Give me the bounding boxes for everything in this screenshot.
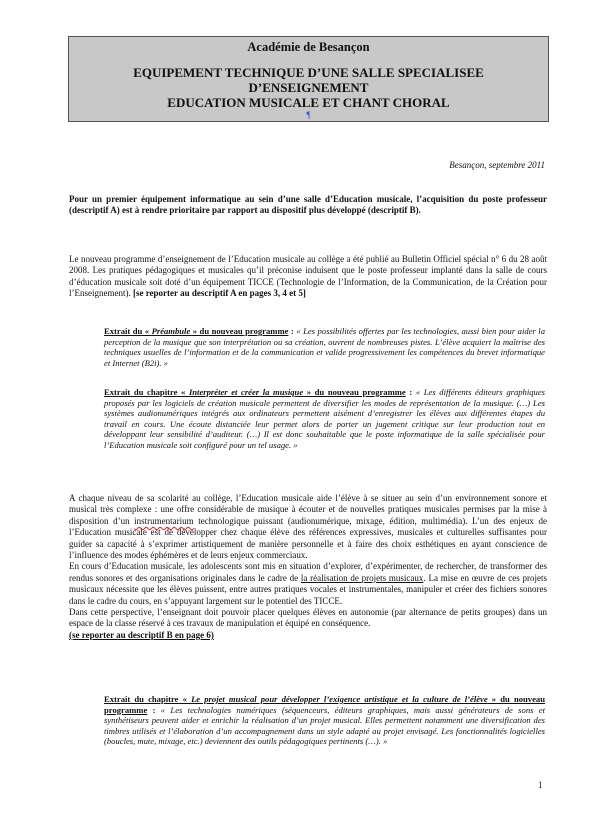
- quote-projet-musical: [104, 694, 545, 747]
- main-paragraph-2: [69, 561, 547, 607]
- main-p1-start: A chaque niveau de sa scolarité au collège, l’Education musicale aide l’élève à se situer au sein d’un environnement sonore et musical très complexe : une offre considérable de musique à écouter et de nouvelles pratiques musicales permises par la mise à disposition d’un: [69, 493, 547, 526]
- quote-text: « Les différents éditeurs graphiques proposés par les logiciels de création musicale permettent de diversifier les modes de représentation de la musique. (…) Les systèmes audionumériques intégrés aux ordinateurs permettent aisément d’enregistrer les élèves aux différentes étapes du travail en cours. Une écoute distanciée leur permet alors de porter un jugement critique sur leur production tout en développant leur sensibilité d’auditeur. (…) Il est donc souhaitable que le poste informatique de la salle spécialisée pour l’Education musicale soit configuré pour un tel usage. »: [104, 387, 545, 450]
- document-date: Besançon, septembre 2011: [449, 160, 545, 170]
- quote-lead-end: » du nouveau programme: [303, 387, 406, 397]
- title-line-3: EDUCATION MUSICALE ET CHANT CHORAL: [167, 95, 450, 110]
- quote-separator: :: [405, 387, 416, 397]
- quote-lead-start: Extrait du «: [104, 326, 152, 336]
- quote-lead-start: Extrait du chapitre «: [104, 694, 192, 704]
- main-section: [69, 493, 547, 641]
- intro-paragraph: Pour un premier équipement informatique au sein d’une salle d’Education musicale, l’acquisition du poste professeur (descriptif A) est à rendre prioritaire par rapport au dispositif plus développé (descriptif B).: [69, 194, 547, 216]
- academie-name: Académie de Besançon: [247, 40, 370, 54]
- quote-preambule: [104, 326, 545, 368]
- quote-text: « Les possibilités offertes par les technologies, aussi bien pour aider la perception de la musique que son interprétation ou sa création, ouvrent de nombreuses pistes. L’élève acquiert la maîtrise des techniques usuelles de l’information et de la communication et valide progressivement les compétences du brevet informatique et Internet (B2i). »: [104, 326, 545, 368]
- quote-lead-end: » du nouveau programme: [104, 694, 545, 715]
- main-p2-start: En cours d’Education musicale, les adolescents sont mis en situation d’explorer, d’expérimenter, de rechercher, de transformer des rendus sonores et des organisations originales dans le cadre de: [69, 561, 547, 583]
- quote-separator: :: [288, 326, 297, 336]
- document-header: [68, 36, 549, 122]
- quote-lead: [104, 387, 406, 397]
- title-line-1: EQUIPEMENT TECHNIQUE D’UNE SALLE SPECIALISEE: [133, 65, 484, 80]
- quote-lead: [104, 326, 288, 336]
- quote-lead-title: Préambule: [151, 326, 191, 336]
- main-paragraph-1: [69, 493, 547, 561]
- pilcrow-mark: ¶: [306, 110, 311, 120]
- quote-lead-title: Interpréter et créer la musique: [188, 387, 304, 397]
- title-line-2: D’ENSEIGNEMENT: [248, 80, 369, 95]
- descriptif-b-reference[interactable]: (se reporter au descriptif B en page 6): [69, 629, 214, 640]
- quote-lead-end: » du nouveau programme: [190, 326, 289, 336]
- programme-reference: [se reporter au descriptif A en pages 3, 4 et 5]: [130, 288, 306, 299]
- programme-text: Le nouveau programme d’enseignement de l’Education musicale au collège a été publié au Bulletin Officiel spécial n° 6 du 28 août 2008. Les pratiques pédagogiques et musicales qu’il préconise induisent que le poste professeur implanté dans la salle de cours d’éducation musicale soit doté d’un équipement TICCE (Technologie de l’Information, de la Communication, de la Création pour l’Enseignement).: [69, 254, 547, 299]
- quote-separator: :: [147, 704, 161, 715]
- quote-interpreter: [104, 387, 545, 451]
- quote-text: « Les technologies numériques (séquenceurs, éditeurs graphiques, mais aussi générateurs de sons et synthétiseurs peuvent aider et enrichir la réalisation d’un projet musical. Elles permettent notamment une diversification des timbres utilisés et l’élaboration d’un accompagnement dans un style adapté au projet envisagé. Les fonctionnalités logicielles (boucles, mute, mixage, etc.) deviennent des outils pédagogiques pertinents (…). »: [104, 704, 545, 747]
- programme-paragraph: [69, 254, 547, 300]
- quote-lead-start: Extrait du chapitre «: [104, 387, 189, 397]
- main-paragraph-3: Dans cette perspective, l’enseignant doit pouvoir placer quelques élèves en autonomie (par alternance de petits groupes) dans un espace de la classe réservé à ces travaux de manipulation et équipé en conséquence.: [69, 607, 547, 629]
- projets-musicaux-link[interactable]: la réalisation de projets musicaux: [300, 572, 424, 583]
- page-number: 1: [538, 780, 543, 790]
- spellcheck-word: instrumentarium: [134, 515, 194, 526]
- quote-lead-title: Le projet musical pour développer l’exigence artistique et la culture de l’élève: [191, 694, 488, 704]
- main-p2-end: . La mise en œuvre de ces projets musicaux nécessite que les élèves puissent, entre autres pratiques vocales et instrumentales, manipuler et créer des fichiers sonores dans le cadre du cours, en s’appuyant largement sur le potentiel des TICCE.: [69, 572, 547, 606]
- main-p1-end: technologique puissant (audionumérique, mixage, édition, multimédia). L’un des enjeux de l’Education musicale est de développer chez chaque élève des références expressives, musicales et culturelles suffisantes pour guider sa capacité à s’exprimer artistiquement de manière personnelle et à faire des choix esthétiques en ayant conscience de l’influence des modes éphémères et de leurs enjeux commerciaux.: [69, 515, 547, 561]
- document-title: [69, 65, 548, 110]
